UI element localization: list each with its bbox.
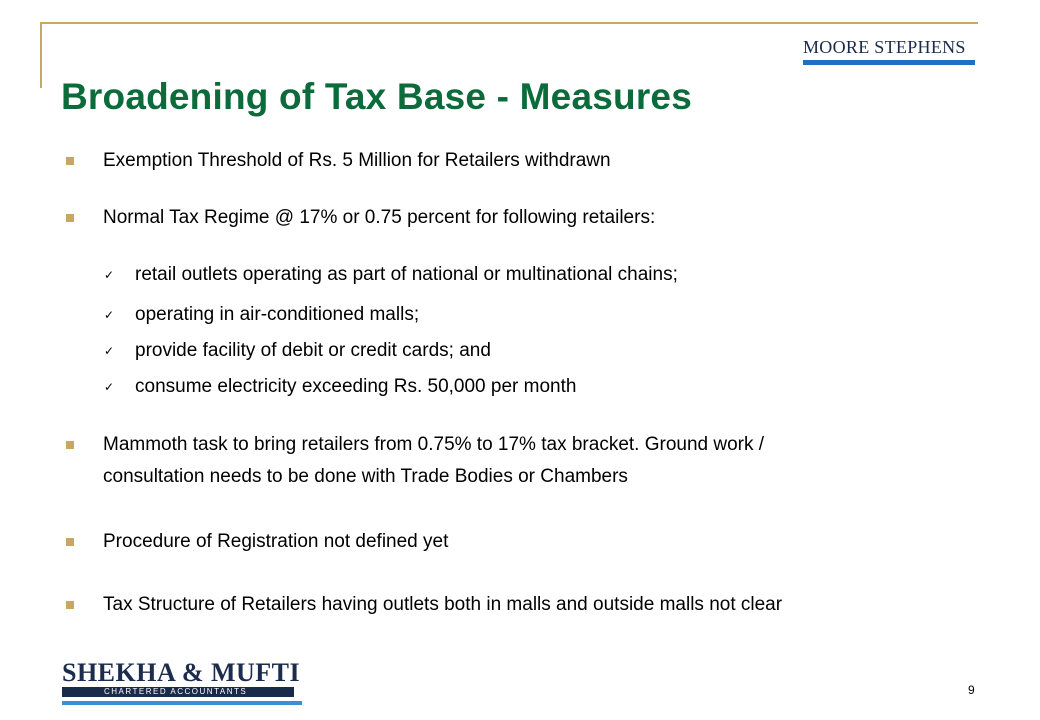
bullet-text: Procedure of Registration not defined yet xyxy=(103,531,449,552)
moore-stephens-logo xyxy=(803,37,975,67)
square-bullet-icon xyxy=(66,157,74,165)
square-bullet-icon xyxy=(66,441,74,449)
bullet-text-line-1: Mammoth task to bring retailers from 0.75% to 17% tax bracket. Ground work / xyxy=(103,434,765,455)
sub-item-text: provide facility of debit or credit cards; and xyxy=(135,340,491,361)
square-bullet-icon xyxy=(66,601,74,609)
shekha-mufti-logo-text: SHEKHA & MUFTI xyxy=(62,658,301,687)
frame-top-rule xyxy=(40,22,978,24)
shekha-mufti-logo-subtitle: CHARTERED ACCOUNTANTS xyxy=(62,687,294,697)
bullet-text: Exemption Threshold of Rs. 5 Million for Retailers withdrawn xyxy=(103,150,611,171)
sub-item-text: retail outlets operating as part of national or multinational chains; xyxy=(135,264,678,285)
bullet-text: Tax Structure of Retailers having outlets both in malls and outside malls not clear xyxy=(103,594,783,615)
sub-item-text: operating in air-conditioned malls; xyxy=(135,304,420,325)
square-bullet-icon xyxy=(66,214,74,222)
shekha-mufti-logo-bar xyxy=(62,701,302,705)
checkmark-icon: ✓ xyxy=(104,268,115,282)
page-number: 9 xyxy=(968,683,975,697)
frame-left-rule xyxy=(40,22,42,88)
square-bullet-icon xyxy=(66,538,74,546)
checkmark-icon: ✓ xyxy=(104,344,115,358)
checkmark-icon: ✓ xyxy=(104,308,115,322)
checkmark-icon: ✓ xyxy=(104,380,115,394)
bullet-text: Normal Tax Regime @ 17% or 0.75 percent for following retailers: xyxy=(103,207,656,228)
slide-title: Broadening of Tax Base - Measures xyxy=(61,76,692,117)
moore-stephens-logo-text: MOORE STEPHENS xyxy=(803,37,966,57)
bullet-text-line-2: consultation needs to be done with Trade Bodies or Chambers xyxy=(103,466,628,487)
moore-stephens-logo-bar xyxy=(803,60,975,65)
shekha-mufti-logo xyxy=(62,660,302,706)
sub-item-text: consume electricity exceeding Rs. 50,000 per month xyxy=(135,376,577,397)
